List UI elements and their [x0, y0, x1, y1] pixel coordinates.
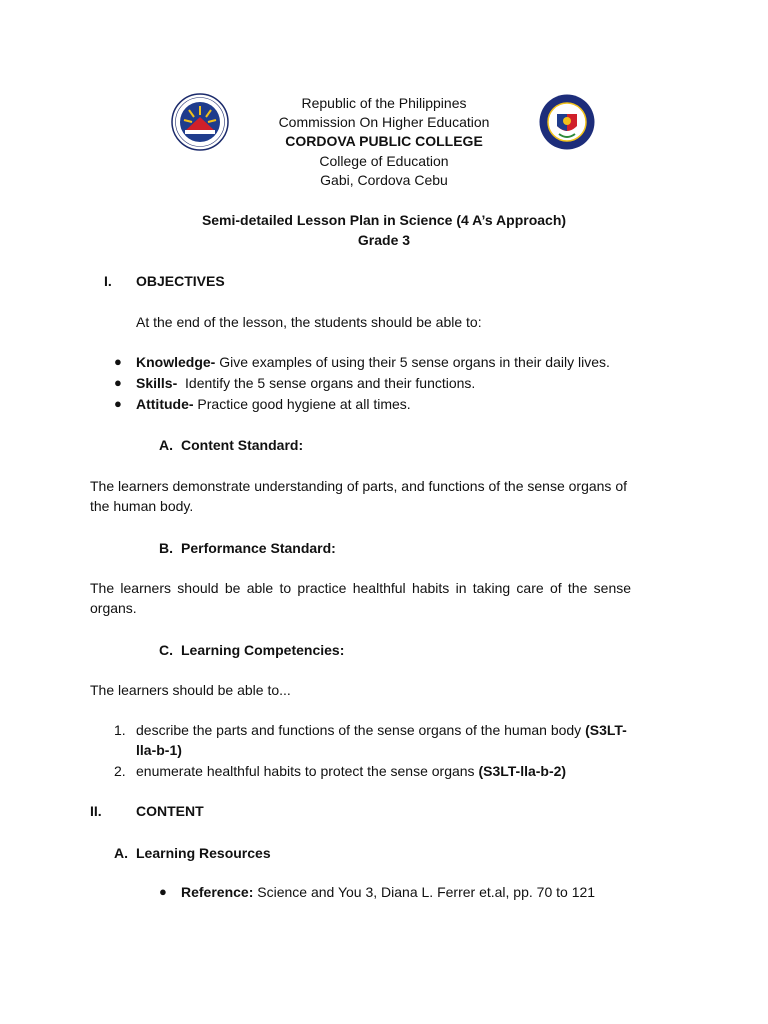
competency-code-continued: lla-b-1): [136, 742, 182, 758]
performance-standard-heading: Performance Standard:: [181, 540, 336, 556]
content-standard-letter: A.: [159, 437, 173, 453]
objective-label: Attitude-: [136, 396, 194, 412]
bullet-dot: ●: [114, 396, 122, 411]
bullet-dot: ●: [114, 375, 122, 390]
learning-competencies-heading: Learning Competencies:: [181, 642, 345, 658]
competency-item-2: [136, 761, 566, 781]
header-republic: Republic of the Philippines: [301, 95, 467, 111]
performance-standard-line2: organs.: [90, 600, 137, 616]
reference-text: Science and You 3, Diana L. Ferrer et.al, pp. 70 to 121: [253, 884, 596, 900]
objectives-numeral: I.: [104, 273, 112, 289]
reference-item: [181, 882, 595, 902]
header-commission: Commission On Higher Education: [278, 114, 490, 130]
performance-standard-line1: The learners should be able to practice healthful habits in taking care of the sense: [90, 580, 632, 596]
header-college: CORDOVA PUBLIC COLLEGE: [285, 133, 483, 149]
reference-label: Reference:: [181, 884, 254, 900]
competency-code: (S3LT-: [585, 722, 627, 738]
objective-text: Give examples of using their 5 sense organs in their daily lives.: [215, 354, 610, 370]
objective-label: Knowledge-: [136, 354, 216, 370]
objective-label: Skills-: [136, 375, 178, 391]
competency-text: enumerate healthful habits to protect the sense organs: [136, 763, 479, 779]
competency-item-1: [136, 720, 627, 740]
performance-standard-letter: B.: [159, 540, 173, 556]
content-standard-line2: the human body.: [90, 498, 194, 514]
objective-text: Identify the 5 sense organs and their functions.: [177, 375, 476, 391]
content-standard-heading: Content Standard:: [181, 437, 304, 453]
learning-resources-heading: Learning Resources: [136, 845, 271, 861]
bullet-dot: ●: [159, 884, 167, 899]
content-standard-line1: The learners demonstrate understanding of parts, and functions of the sense organs of: [90, 478, 627, 494]
objective-attitude: [136, 394, 411, 414]
competency-number: 1.: [114, 722, 126, 738]
header-department: College of Education: [319, 153, 449, 169]
lesson-plan-title: Semi-detailed Lesson Plan in Science (4 A’s Approach): [201, 212, 567, 228]
lesson-plan-grade: Grade 3: [357, 232, 411, 248]
competency-code: (S3LT-lla-b-2): [478, 763, 567, 779]
competency-text: describe the parts and functions of the sense organs of the human body: [136, 722, 586, 738]
content-heading: CONTENT: [136, 803, 204, 819]
competency-number: 2.: [114, 763, 126, 779]
bullet-dot: ●: [114, 354, 122, 369]
learning-resources-letter: A.: [114, 845, 128, 861]
objective-knowledge: [136, 352, 610, 372]
objectives-intro: At the end of the lesson, the students should be able to:: [136, 314, 482, 330]
objective-text: Practice good hygiene at all times.: [193, 396, 411, 412]
header-address: Gabi, Cordova Cebu: [320, 172, 448, 188]
learning-competencies-letter: C.: [159, 642, 173, 658]
objectives-heading: OBJECTIVES: [136, 273, 225, 289]
objective-skills: [136, 373, 475, 393]
content-numeral: II.: [90, 803, 102, 819]
learning-competencies-intro: The learners should be able to...: [90, 682, 291, 698]
